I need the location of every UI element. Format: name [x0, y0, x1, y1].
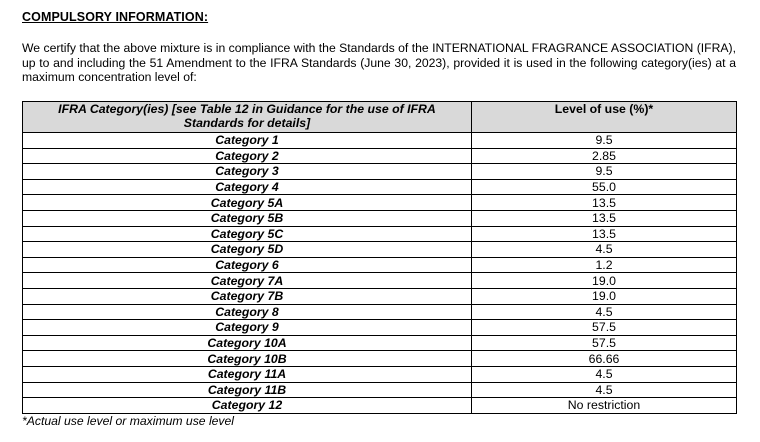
level-cell: 57.5 [472, 320, 737, 336]
category-cell: Category 11A [23, 366, 472, 382]
level-cell: 13.5 [472, 195, 737, 211]
table-row [23, 148, 737, 164]
level-cell: 19.0 [472, 273, 737, 289]
category-cell: Category 7B [23, 288, 472, 304]
level-cell: 4.5 [472, 304, 737, 320]
category-cell: Category 11B [23, 382, 472, 398]
table-row [23, 304, 737, 320]
level-cell: No restriction [472, 398, 737, 414]
level-cell: 4.5 [472, 242, 737, 258]
ifra-category-table [22, 101, 737, 414]
category-cell: Category 5D [23, 242, 472, 258]
table-row [23, 335, 737, 351]
table-row [23, 210, 737, 226]
category-cell: Category 5A [23, 195, 472, 211]
category-cell: Category 9 [23, 320, 472, 336]
table-row [23, 195, 737, 211]
table-row [23, 226, 737, 242]
table-row [23, 351, 737, 367]
table-body [23, 133, 737, 414]
table-row [23, 382, 737, 398]
table-row [23, 164, 737, 180]
category-cell: Category 10B [23, 351, 472, 367]
category-cell: Category 5C [23, 226, 472, 242]
table-row [23, 320, 737, 336]
level-cell: 9.5 [472, 164, 737, 180]
category-cell: Category 7A [23, 273, 472, 289]
level-cell: 55.0 [472, 179, 737, 195]
level-cell: 19.0 [472, 288, 737, 304]
table-row [23, 398, 737, 414]
level-cell: 4.5 [472, 366, 737, 382]
table-row [23, 242, 737, 258]
category-cell: Category 2 [23, 148, 472, 164]
header-category: IFRA Category(ies) [see Table 12 in Guidance for the use of IFRA Standards for details] [23, 102, 472, 133]
category-cell: Category 12 [23, 398, 472, 414]
category-cell: Category 3 [23, 164, 472, 180]
table-header-row [23, 102, 737, 133]
level-cell: 4.5 [472, 382, 737, 398]
level-cell: 66.66 [472, 351, 737, 367]
compliance-statement: We certify that the above mixture is in compliance with the Standards of the INTERNATIONAL FRAGRANCE ASSOCIATION (IFRA), up to and including the 51 Amendment to the IFRA Standards (June 30, 2023), provided it is used in the following category(ies) at a maximum concentration level of: [22, 41, 736, 84]
category-cell: Category 8 [23, 304, 472, 320]
category-cell: Category 1 [23, 133, 472, 149]
level-cell: 2.85 [472, 148, 737, 164]
table-row [23, 179, 737, 195]
table-row [23, 273, 737, 289]
level-cell: 57.5 [472, 335, 737, 351]
level-cell: 13.5 [472, 210, 737, 226]
category-cell: Category 6 [23, 257, 472, 273]
category-cell: Category 10A [23, 335, 472, 351]
category-cell: Category 4 [23, 179, 472, 195]
footnote: *Actual use level or maximum use level [22, 414, 235, 428]
table-row [23, 288, 737, 304]
table-row [23, 366, 737, 382]
level-cell: 13.5 [472, 226, 737, 242]
table-row [23, 257, 737, 273]
section-heading: COMPULSORY INFORMATION: [22, 10, 209, 24]
header-level-of-use: Level of use (%)* [472, 102, 737, 133]
table-row [23, 133, 737, 149]
category-cell: Category 5B [23, 210, 472, 226]
level-cell: 1.2 [472, 257, 737, 273]
level-cell: 9.5 [472, 133, 737, 149]
